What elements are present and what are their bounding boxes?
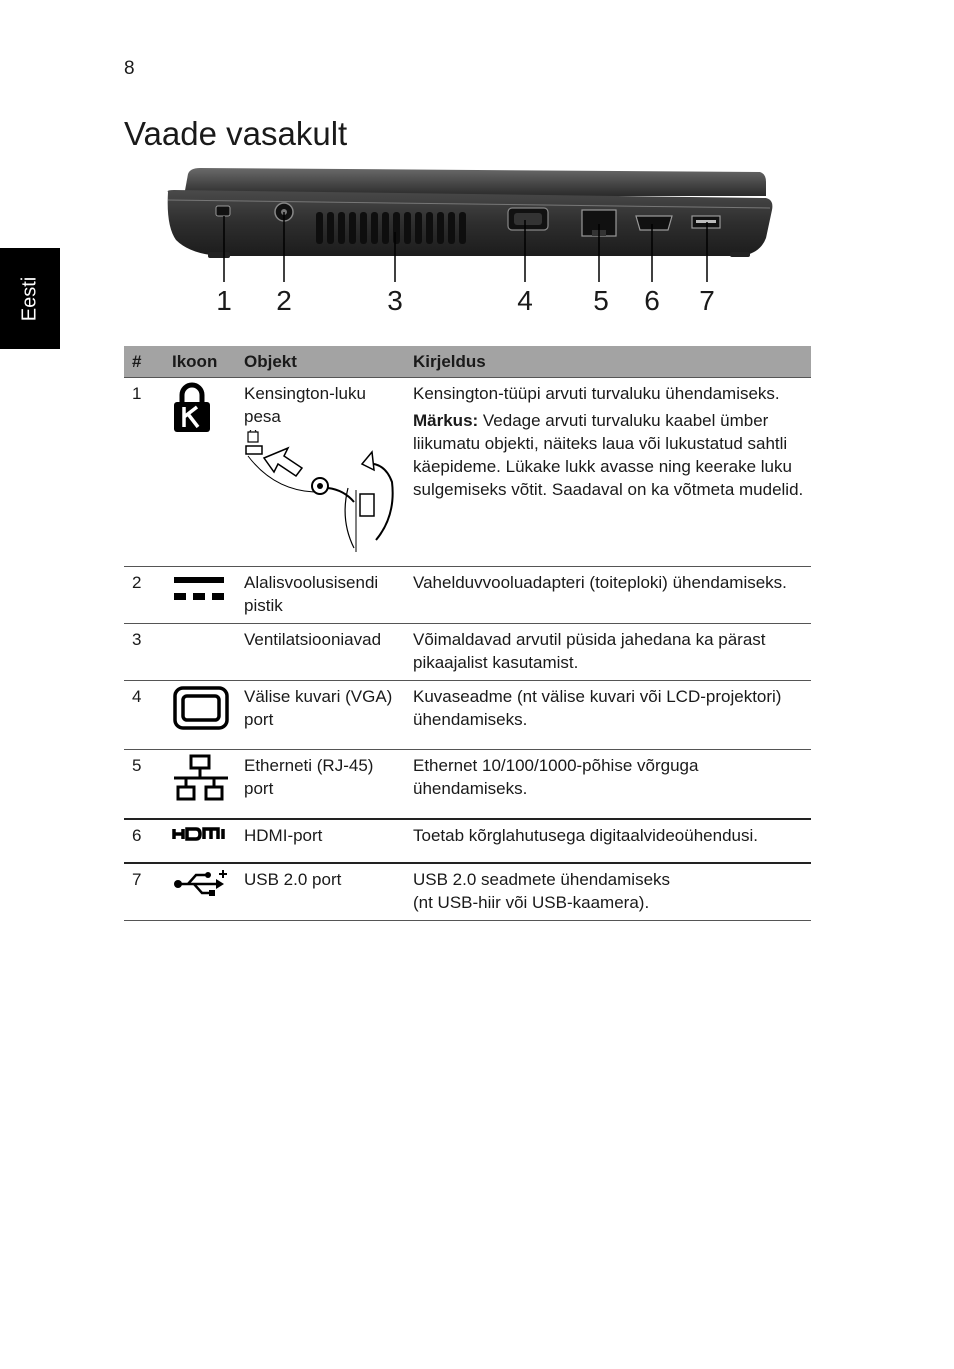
hdmi-logo-icon: [172, 824, 230, 844]
table-row: [124, 750, 811, 819]
table-row: [124, 624, 811, 681]
header-num: #: [124, 346, 166, 378]
page-number: 8: [124, 58, 135, 79]
callout-2: 2: [276, 285, 292, 316]
row-description: Kensington-tüüpi arvuti turvaluku ühendamiseks.: [413, 384, 780, 403]
header-icon: Ikoon: [166, 346, 238, 378]
row-num: 3: [124, 624, 166, 681]
kensington-lock-icon: [172, 382, 212, 434]
row-num: 1: [124, 378, 166, 567]
row-description: Kuvaseadme (nt välise kuvari või LCD-projektori) ühendamiseks.: [407, 681, 811, 750]
table-row: [124, 378, 811, 567]
dc-power-icon: [172, 571, 226, 603]
callout-4: 4: [517, 285, 533, 316]
callout-1: 1: [216, 285, 232, 316]
ports-table: [124, 346, 811, 921]
ethernet-icon: [172, 754, 230, 804]
row-description: Toetab kõrglahutusega digitaalvideoühendusi.: [407, 819, 811, 863]
row-num: 6: [124, 819, 166, 863]
laptop-body: [168, 190, 773, 256]
row-object: Ventilatsiooniavad: [238, 624, 407, 681]
row-description: Vahelduvvooluadapteri (toiteploki) ühendamiseks.: [407, 567, 811, 624]
table-row: [124, 863, 811, 921]
note-label: Märkus:: [413, 411, 479, 430]
row-num: 5: [124, 750, 166, 819]
callout-7: 7: [699, 285, 715, 316]
row-description: Võimaldavad arvutil püsida jahedana ka pärast pikaajalist kasutamist.: [407, 624, 811, 681]
kensington-slot: [216, 206, 230, 216]
row-num: 7: [124, 863, 166, 921]
row-description: Ethernet 10/100/1000-põhise võrguga ühendamiseks.: [407, 750, 811, 819]
page-title: Vaade vasakult: [124, 115, 348, 152]
table-row: [124, 567, 811, 624]
row-num: 4: [124, 681, 166, 750]
header-object: Objekt: [238, 346, 407, 378]
row-object: Alalisvoolusisendi pistik: [238, 567, 407, 624]
row-object: Kensington-luku pesa: [244, 384, 366, 426]
lock-cable-illustration: [244, 430, 394, 554]
table-row: [124, 681, 811, 750]
hdmi-port: [636, 216, 672, 230]
callout-3: 3: [387, 285, 403, 316]
vga-port-icon: [172, 685, 230, 731]
row-object: USB 2.0 port: [238, 863, 407, 921]
language-tab-label: Eesti: [18, 276, 41, 321]
row-object: Välise kuvari (VGA) port: [238, 681, 407, 750]
laptop-left-side-illustration: [160, 160, 780, 320]
row-note: [413, 409, 805, 501]
row-num: 2: [124, 567, 166, 624]
row-description-line2: (nt USB-hiir või USB-kaamera).: [413, 892, 650, 912]
row-object: HDMI-port: [238, 819, 407, 863]
language-tab: [0, 248, 60, 349]
note-text: Vedage arvuti turvaluku kaabel ümber liikumatu objekti, näiteks laua või lukustatud sahtli käepideme. Lükake lukk avasse ning keerake luku sulgemiseks võtit. Saadaval on ka võtmeta mudelid.: [413, 411, 804, 499]
row-object: Etherneti (RJ-45) port: [238, 750, 407, 819]
table-header-row: [124, 346, 811, 378]
callout-6: 6: [644, 285, 660, 316]
usb-icon: [172, 868, 230, 900]
header-description: Kirjeldus: [407, 346, 811, 378]
table-row: [124, 819, 811, 863]
row-description: USB 2.0 seadmete ühendamiseks: [413, 869, 671, 889]
callout-5: 5: [593, 285, 609, 316]
